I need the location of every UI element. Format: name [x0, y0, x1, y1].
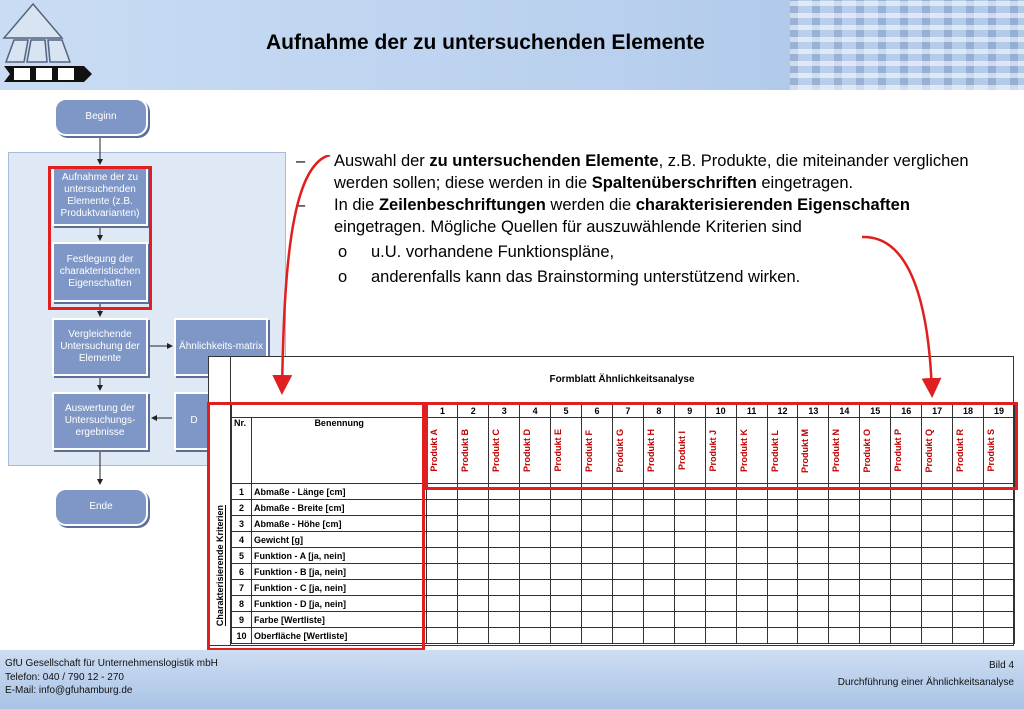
- table-cell[interactable]: [705, 596, 736, 612]
- footer-email: E-Mail: info@gfuhamburg.de: [5, 685, 133, 696]
- table-cell[interactable]: [798, 500, 829, 516]
- table-cell[interactable]: [798, 612, 829, 628]
- column-number: 12: [767, 404, 798, 418]
- sub-bullet-1: o u.U. vorhandene Funktionspläne,: [338, 243, 615, 261]
- table-cell[interactable]: [767, 580, 798, 596]
- table-cell[interactable]: [427, 612, 458, 628]
- column-number: 7: [612, 404, 643, 418]
- product-label: Produkt K: [738, 428, 749, 472]
- table-cell[interactable]: [922, 596, 953, 612]
- column-number: 2: [458, 404, 489, 418]
- criteria-side-label: Charakterisierende Kriterien: [215, 505, 225, 627]
- product-label: Produkt G: [614, 428, 625, 473]
- table-cell[interactable]: [736, 516, 767, 532]
- row-name: Abmaße - Breite [cm]: [251, 500, 426, 516]
- highlight-column-headers: [425, 402, 1018, 490]
- table-cell[interactable]: [798, 532, 829, 548]
- table-cell[interactable]: [798, 516, 829, 532]
- table-cell[interactable]: [984, 628, 1015, 644]
- product-label: Produkt I: [676, 430, 687, 470]
- column-number: 19: [984, 404, 1015, 418]
- table-cell[interactable]: [427, 500, 458, 516]
- table-cell[interactable]: [489, 516, 520, 532]
- table-cell[interactable]: [427, 564, 458, 580]
- table-cell[interactable]: [767, 596, 798, 612]
- page-title: Aufnahme der zu untersuchenden Elemente: [266, 31, 705, 54]
- table-cell[interactable]: [643, 596, 674, 612]
- row-number: 7: [232, 580, 252, 596]
- nr-header: Nr.: [232, 418, 252, 484]
- product-label: Produkt M: [800, 428, 811, 473]
- table-cell[interactable]: [891, 564, 922, 580]
- column-number: 1: [427, 404, 458, 418]
- table-cell[interactable]: [612, 564, 643, 580]
- table-cell[interactable]: [612, 580, 643, 596]
- table-cell[interactable]: [891, 628, 922, 644]
- table-cell[interactable]: [612, 516, 643, 532]
- table-cell[interactable]: [458, 516, 489, 532]
- table-cell[interactable]: [458, 532, 489, 548]
- flow-step-festlegung: Festlegung der charakteristischen Eigenschaften: [52, 242, 148, 302]
- flow-end: Ende: [54, 488, 148, 526]
- column-number: 8: [643, 404, 674, 418]
- table-cell[interactable]: [520, 500, 551, 516]
- table-cell[interactable]: [612, 500, 643, 516]
- table-cell[interactable]: [612, 596, 643, 612]
- table-cell[interactable]: [891, 612, 922, 628]
- product-label: Produkt A: [429, 429, 440, 472]
- highlight-flow-steps: [48, 166, 152, 310]
- table-cell[interactable]: [984, 532, 1015, 548]
- sub-bullet-2: o anderenfalls kann das Brainstorming unterstützend wirken.: [338, 268, 801, 286]
- footer-phone: Telefon: 040 / 790 12 - 270: [5, 671, 124, 683]
- table-cell[interactable]: [829, 516, 860, 532]
- table-cell[interactable]: [551, 580, 582, 596]
- table-cell[interactable]: [520, 564, 551, 580]
- table-cell[interactable]: [643, 516, 674, 532]
- flow-side-matrix: Ähnlichkeits-matrix: [174, 318, 268, 376]
- table-cell[interactable]: [798, 548, 829, 564]
- table-cell[interactable]: [953, 532, 984, 548]
- row-name: Abmaße - Länge [cm]: [251, 484, 426, 500]
- table-cell[interactable]: [922, 580, 953, 596]
- table-cell[interactable]: [612, 612, 643, 628]
- table-cell[interactable]: [551, 596, 582, 612]
- product-label: Produkt S: [986, 429, 996, 472]
- table-cell[interactable]: [767, 628, 798, 644]
- table-cell[interactable]: [922, 500, 953, 516]
- table-cell[interactable]: [489, 564, 520, 580]
- table-cell[interactable]: [489, 612, 520, 628]
- table-cell[interactable]: [829, 532, 860, 548]
- table-cell[interactable]: [953, 580, 984, 596]
- column-number: 13: [798, 404, 829, 418]
- row-name: Funktion - A [ja, nein]: [251, 548, 426, 564]
- product-label: Produkt H: [645, 428, 656, 472]
- table-cell[interactable]: [551, 548, 582, 564]
- table-cell[interactable]: [705, 628, 736, 644]
- table-cell[interactable]: [829, 596, 860, 612]
- table-cell[interactable]: [860, 628, 891, 644]
- footer-info: [838, 657, 1014, 691]
- table-cell[interactable]: [520, 628, 551, 644]
- table-cell[interactable]: [953, 628, 984, 644]
- table-cell[interactable]: [736, 564, 767, 580]
- table-cell[interactable]: [458, 596, 489, 612]
- table-cell[interactable]: [891, 580, 922, 596]
- column-number: 3: [489, 404, 520, 418]
- table-cell[interactable]: [736, 596, 767, 612]
- table-cell[interactable]: [891, 596, 922, 612]
- column-number: 11: [736, 404, 767, 418]
- flow-step-aufnahme: Aufnahme der zu untersuchenden Elemente (z.B. Produktvarianten): [52, 166, 148, 226]
- table-cell[interactable]: [860, 596, 891, 612]
- product-label: Produkt B: [460, 428, 471, 472]
- product-label: Produkt P: [893, 429, 904, 472]
- table-cell[interactable]: [427, 596, 458, 612]
- table-cell[interactable]: [489, 628, 520, 644]
- column-number: 15: [860, 404, 891, 418]
- row-name: Abmaße - Höhe [cm]: [251, 516, 426, 532]
- table-cell[interactable]: [736, 628, 767, 644]
- table-cell[interactable]: [582, 596, 613, 612]
- table-cell[interactable]: [489, 532, 520, 548]
- table-cell[interactable]: [551, 532, 582, 548]
- table-cell[interactable]: [860, 612, 891, 628]
- table-cell[interactable]: [767, 612, 798, 628]
- callout-arrows: [270, 155, 970, 415]
- table-cell[interactable]: [984, 500, 1015, 516]
- table-cell[interactable]: [798, 564, 829, 580]
- table-cell[interactable]: [643, 612, 674, 628]
- table-cell[interactable]: [643, 628, 674, 644]
- table-cell[interactable]: [984, 596, 1015, 612]
- product-label: Produkt Q: [924, 428, 935, 473]
- table-cell[interactable]: [829, 564, 860, 580]
- table-cell[interactable]: [427, 516, 458, 532]
- column-number: 5: [551, 404, 582, 418]
- column-number: 4: [520, 404, 551, 418]
- table-cell[interactable]: [736, 612, 767, 628]
- table-cell[interactable]: [427, 548, 458, 564]
- table-cell[interactable]: [705, 548, 736, 564]
- table-cell[interactable]: [674, 580, 705, 596]
- table-cell[interactable]: [767, 548, 798, 564]
- table-cell[interactable]: [582, 548, 613, 564]
- bullet-1: – Auswahl der zu untersuchenden Elemente, z.B. Produkte, die miteinander verglichen werden sollen; diese werden in die Spaltenüberschriften eingetragen.: [296, 152, 969, 192]
- table-cell[interactable]: [767, 516, 798, 532]
- column-number: 6: [582, 404, 613, 418]
- row-number: 1: [232, 484, 252, 500]
- table-cell[interactable]: [984, 580, 1015, 596]
- table-cell[interactable]: [520, 612, 551, 628]
- table-cell[interactable]: [551, 500, 582, 516]
- table-cell[interactable]: [582, 500, 613, 516]
- table-cell[interactable]: [860, 548, 891, 564]
- table-cell[interactable]: [674, 548, 705, 564]
- row-name: Farbe [Wertliste]: [251, 612, 426, 628]
- product-label: Produkt F: [584, 429, 595, 472]
- decorative-stripes: [790, 0, 1024, 90]
- table-cell[interactable]: [860, 580, 891, 596]
- table-cell[interactable]: [736, 500, 767, 516]
- table-cell[interactable]: [891, 532, 922, 548]
- table-cell[interactable]: [551, 516, 582, 532]
- product-label: Produkt L: [769, 429, 780, 472]
- table-cell[interactable]: [458, 548, 489, 564]
- table-cell[interactable]: [767, 500, 798, 516]
- column-number: 18: [953, 404, 984, 418]
- table-cell[interactable]: [829, 548, 860, 564]
- table-cell[interactable]: [582, 516, 613, 532]
- table-cell[interactable]: [705, 580, 736, 596]
- table-cell[interactable]: [520, 596, 551, 612]
- table-cell[interactable]: [829, 628, 860, 644]
- table-cell[interactable]: [860, 564, 891, 580]
- table-cell[interactable]: [612, 532, 643, 548]
- table-cell[interactable]: [953, 548, 984, 564]
- table-cell[interactable]: [891, 500, 922, 516]
- table-cell[interactable]: [582, 580, 613, 596]
- table-cell[interactable]: [551, 564, 582, 580]
- table-cell[interactable]: [860, 500, 891, 516]
- table-cell[interactable]: [953, 500, 984, 516]
- table-cell[interactable]: [643, 532, 674, 548]
- table-cell[interactable]: [798, 580, 829, 596]
- table-cell[interactable]: [674, 596, 705, 612]
- table-cell[interactable]: [798, 628, 829, 644]
- flow-step-auswertung: Auswertung der Untersuchungs-ergebnisse: [52, 392, 148, 450]
- row-name: Gewicht [g]: [251, 532, 426, 548]
- table-cell[interactable]: [984, 564, 1015, 580]
- row-number: 5: [232, 548, 252, 564]
- table-cell[interactable]: [736, 532, 767, 548]
- table-cell[interactable]: [643, 580, 674, 596]
- table-cell[interactable]: [953, 564, 984, 580]
- table-cell[interactable]: [674, 628, 705, 644]
- table-cell[interactable]: [489, 548, 520, 564]
- table-cell[interactable]: [705, 532, 736, 548]
- table-cell[interactable]: [922, 628, 953, 644]
- slide-number: Bild 4: [988, 660, 1014, 671]
- table-cell[interactable]: [674, 612, 705, 628]
- flow-begin: Beginn: [54, 98, 148, 136]
- table-cell[interactable]: [705, 516, 736, 532]
- table-cell[interactable]: [922, 564, 953, 580]
- table-cell[interactable]: [674, 500, 705, 516]
- column-number: 14: [829, 404, 860, 418]
- row-name: Funktion - D [ja, nein]: [251, 596, 426, 612]
- row-number: 4: [232, 532, 252, 548]
- table-cell[interactable]: [643, 500, 674, 516]
- footer-company: GfU Gesellschaft für Unternehmenslogistik mbH: [5, 658, 218, 669]
- table-cell[interactable]: [891, 548, 922, 564]
- column-number: 10: [705, 404, 736, 418]
- table-cell[interactable]: [612, 628, 643, 644]
- table-cell[interactable]: [767, 564, 798, 580]
- table-cell[interactable]: [489, 580, 520, 596]
- table-cell[interactable]: [736, 580, 767, 596]
- table-cell[interactable]: [458, 612, 489, 628]
- product-label: Produkt E: [553, 429, 564, 472]
- footer-contact: [5, 657, 218, 698]
- column-number: 9: [674, 404, 705, 418]
- table-cell[interactable]: [520, 516, 551, 532]
- table-cell[interactable]: [458, 564, 489, 580]
- table-cell[interactable]: [582, 612, 613, 628]
- product-label: Produkt O: [862, 428, 873, 473]
- flow-side-d: D: [174, 392, 214, 450]
- table-cell[interactable]: [551, 628, 582, 644]
- table-cell[interactable]: [891, 516, 922, 532]
- row-number: 6: [232, 564, 252, 580]
- table-cell[interactable]: [953, 612, 984, 628]
- table-cell[interactable]: [458, 580, 489, 596]
- table-cell[interactable]: [520, 532, 551, 548]
- row-number: 2: [232, 500, 252, 516]
- table-cell[interactable]: [643, 564, 674, 580]
- table-cell[interactable]: [767, 532, 798, 548]
- table-cell[interactable]: [736, 548, 767, 564]
- column-number: 17: [922, 404, 953, 418]
- row-number: 9: [232, 612, 252, 628]
- flow-step-vergleich: Vergleichende Untersuchung der Elemente: [52, 318, 148, 376]
- row-number: 3: [232, 516, 252, 532]
- column-number: 16: [891, 404, 922, 418]
- table-cell[interactable]: [427, 532, 458, 548]
- table-cell[interactable]: [643, 548, 674, 564]
- table-cell[interactable]: [458, 500, 489, 516]
- table-cell[interactable]: [984, 548, 1015, 564]
- table-cell[interactable]: [829, 580, 860, 596]
- row-number: 8: [232, 596, 252, 612]
- table-cell[interactable]: [705, 612, 736, 628]
- table-cell[interactable]: [829, 612, 860, 628]
- table-cell[interactable]: [489, 596, 520, 612]
- footer-subtitle: Durchführung einer Ähnlichkeitsanalyse: [837, 677, 1014, 688]
- gfu-pyramid-logo-icon: [0, 0, 100, 90]
- table-cell[interactable]: [984, 516, 1015, 532]
- table-cell[interactable]: [984, 612, 1015, 628]
- row-number: 10: [232, 628, 252, 644]
- form-title: Formblatt Ähnlichkeitsanalyse: [231, 357, 1013, 403]
- benennung-header: Benennung: [251, 418, 426, 484]
- table-cell[interactable]: [674, 516, 705, 532]
- table-cell[interactable]: [860, 532, 891, 548]
- table-cell[interactable]: [427, 628, 458, 644]
- highlight-row-labels: [207, 402, 425, 651]
- table-cell[interactable]: [674, 564, 705, 580]
- table-cell[interactable]: [674, 532, 705, 548]
- table-cell[interactable]: [798, 596, 829, 612]
- row-name: Oberfläche [Wertliste]: [251, 628, 426, 644]
- row-name: Funktion - B [ja, nein]: [251, 564, 426, 580]
- row-name: Funktion - C [ja, nein]: [251, 580, 426, 596]
- table-cell[interactable]: [705, 564, 736, 580]
- table-cell[interactable]: [922, 548, 953, 564]
- product-label: Produkt N: [831, 428, 842, 472]
- table-cell[interactable]: [922, 612, 953, 628]
- table-cell[interactable]: [551, 612, 582, 628]
- table-cell[interactable]: [427, 580, 458, 596]
- table-cell[interactable]: [922, 532, 953, 548]
- table-cell[interactable]: [705, 500, 736, 516]
- table-cell[interactable]: [860, 516, 891, 532]
- product-label: Produkt C: [491, 428, 502, 472]
- product-label: Produkt D: [522, 428, 533, 472]
- table-cell[interactable]: [612, 548, 643, 564]
- table-cell[interactable]: [520, 580, 551, 596]
- table-cell[interactable]: [582, 628, 613, 644]
- table-cell[interactable]: [953, 516, 984, 532]
- product-label: Produkt J: [707, 429, 718, 472]
- table-cell[interactable]: [953, 596, 984, 612]
- table-cell[interactable]: [489, 500, 520, 516]
- bullet-2: – In die Zeilenbeschriftungen werden die charakterisierenden Eigenschaften eingetragen. Mögliche Quellen für auszuwählende Kriterien sind: [296, 196, 910, 236]
- table-cell[interactable]: [458, 628, 489, 644]
- table-cell[interactable]: [582, 532, 613, 548]
- table-cell[interactable]: [520, 548, 551, 564]
- table-cell[interactable]: [829, 500, 860, 516]
- table-cell[interactable]: [582, 564, 613, 580]
- product-label: Produkt R: [955, 428, 966, 472]
- table-cell[interactable]: [922, 516, 953, 532]
